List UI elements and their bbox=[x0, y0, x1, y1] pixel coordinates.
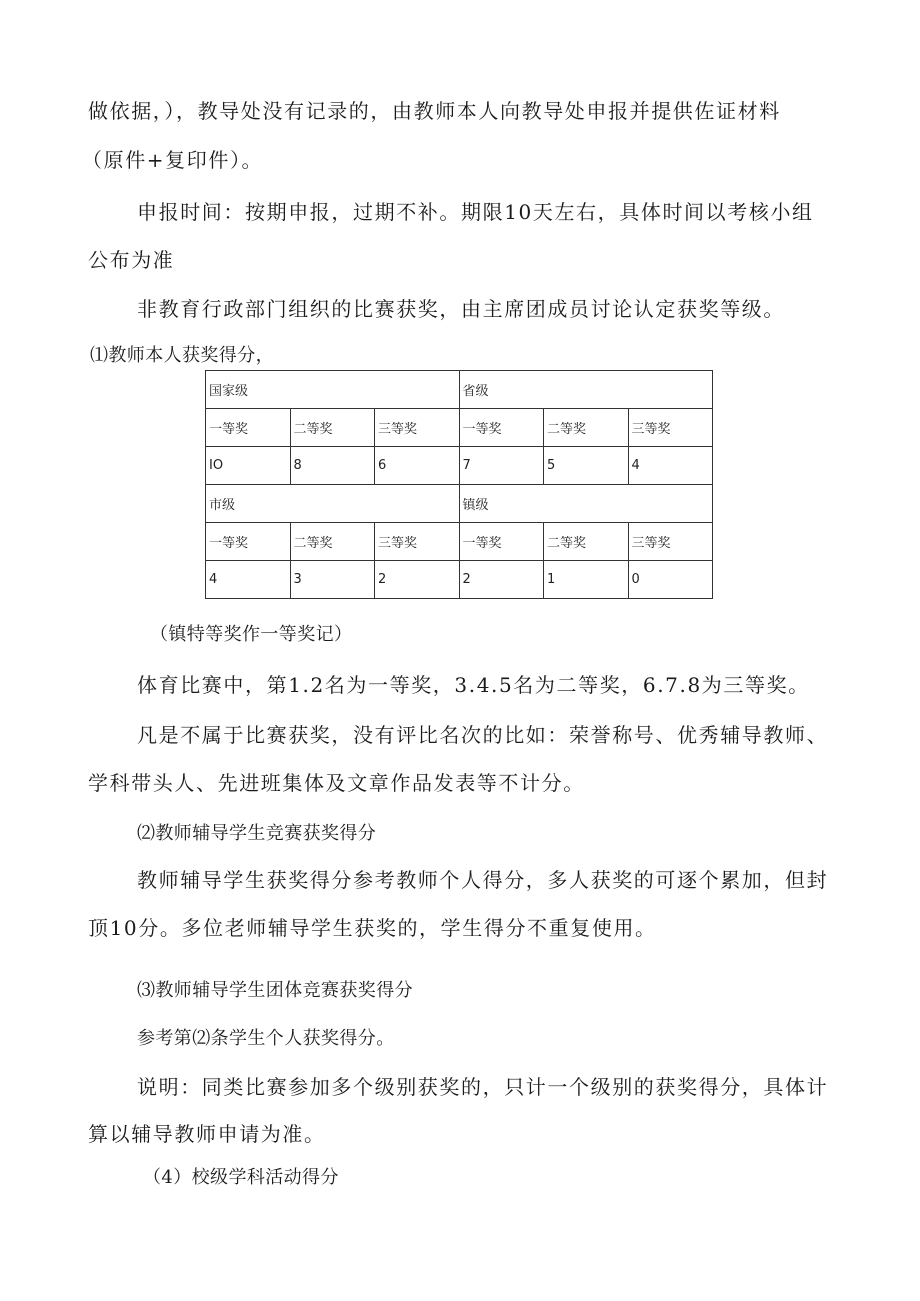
paragraph-line: 凡是不属于比赛获奖，没有评比名次的比如：荣誉称号、优秀辅导教师、 bbox=[137, 723, 829, 747]
score-cell: 4 bbox=[628, 447, 713, 485]
paragraph-line: 顶10分。多位老师辅导学生获奖的，学生得分不重复使用。 bbox=[88, 916, 657, 940]
score-cell: 1 bbox=[544, 561, 629, 599]
table-row bbox=[206, 371, 713, 409]
score-cell: 6 bbox=[375, 447, 460, 485]
level-city-cell: 市级 bbox=[206, 485, 460, 523]
score-cell: 4 bbox=[206, 561, 291, 599]
award-second-cell: 二等奖 bbox=[290, 409, 375, 447]
paragraph-line: 算以辅导教师申请为准。 bbox=[88, 1122, 326, 1146]
score-cell: 5 bbox=[544, 447, 629, 485]
level-national-cell: 国家级 bbox=[206, 371, 460, 409]
score-cell: 3 bbox=[290, 561, 375, 599]
paragraph-line: 学科带头人、先进班集体及文章作品发表等不计分。 bbox=[88, 771, 585, 795]
score-cell: 2 bbox=[375, 561, 460, 599]
table-row bbox=[206, 485, 713, 523]
award-first-cell: 一等奖 bbox=[459, 409, 544, 447]
award-score-table bbox=[205, 370, 713, 599]
award-first-cell: 一等奖 bbox=[206, 523, 291, 561]
paragraph-line: 参考第⑵条学生个人获奖得分。 bbox=[137, 1028, 395, 1049]
section-heading: ⑵教师辅导学生竞赛获奖得分 bbox=[137, 823, 377, 844]
paragraph-line: 公布为准 bbox=[88, 248, 175, 272]
table-row bbox=[206, 523, 713, 561]
paragraph-line: 做依据，），教导处没有记录的，由教师本人向教导处申报并提供佐证材料 bbox=[88, 99, 781, 123]
paragraph-line: 申报时间：按期申报，过期不补。期限10天左右，具体时间以考核小组 bbox=[137, 200, 814, 224]
award-first-cell: 一等奖 bbox=[459, 523, 544, 561]
table-row bbox=[206, 561, 713, 599]
section-heading: ⑴教师本人获奖得分， bbox=[90, 345, 274, 366]
score-cell: 8 bbox=[290, 447, 375, 485]
table-note: （镇特等奖作一等奖记） bbox=[150, 624, 353, 645]
award-third-cell: 三等奖 bbox=[375, 409, 460, 447]
paragraph-line: 非教育行政部门组织的比赛获奖，由主席团成员讨论认定获奖等级。 bbox=[137, 297, 785, 321]
award-third-cell: 三等奖 bbox=[628, 523, 713, 561]
level-provincial-cell: 省级 bbox=[459, 371, 713, 409]
score-cell: 0 bbox=[628, 561, 713, 599]
level-town-cell: 镇级 bbox=[459, 485, 713, 523]
award-second-cell: 二等奖 bbox=[290, 523, 375, 561]
award-third-cell: 三等奖 bbox=[375, 523, 460, 561]
paragraph-line: （原件+复印件）。 bbox=[82, 148, 264, 172]
table-row bbox=[206, 409, 713, 447]
score-cell: 2 bbox=[459, 561, 544, 599]
paragraph-line: 说明：同类比赛参加多个级别获奖的，只计一个级别的获奖得分，具体计 bbox=[137, 1075, 829, 1099]
award-second-cell: 二等奖 bbox=[544, 409, 629, 447]
score-cell: 7 bbox=[459, 447, 544, 485]
paragraph-line: 教师辅导学生获奖得分参考教师个人得分，多人获奖的可逐个累加，但封 bbox=[137, 868, 829, 892]
award-third-cell: 三等奖 bbox=[628, 409, 713, 447]
award-first-cell: 一等奖 bbox=[206, 409, 291, 447]
paragraph-line: 体育比赛中，第1.2名为一等奖，3.4.5名为二等奖，6.7.8为三等奖。 bbox=[137, 673, 810, 697]
section-heading: ⑶教师辅导学生团体竞赛获奖得分 bbox=[137, 980, 413, 1001]
table-row bbox=[206, 447, 713, 485]
score-cell: IO bbox=[206, 447, 291, 485]
section-heading: （4）校级学科活动得分 bbox=[143, 1167, 339, 1188]
award-second-cell: 二等奖 bbox=[544, 523, 629, 561]
